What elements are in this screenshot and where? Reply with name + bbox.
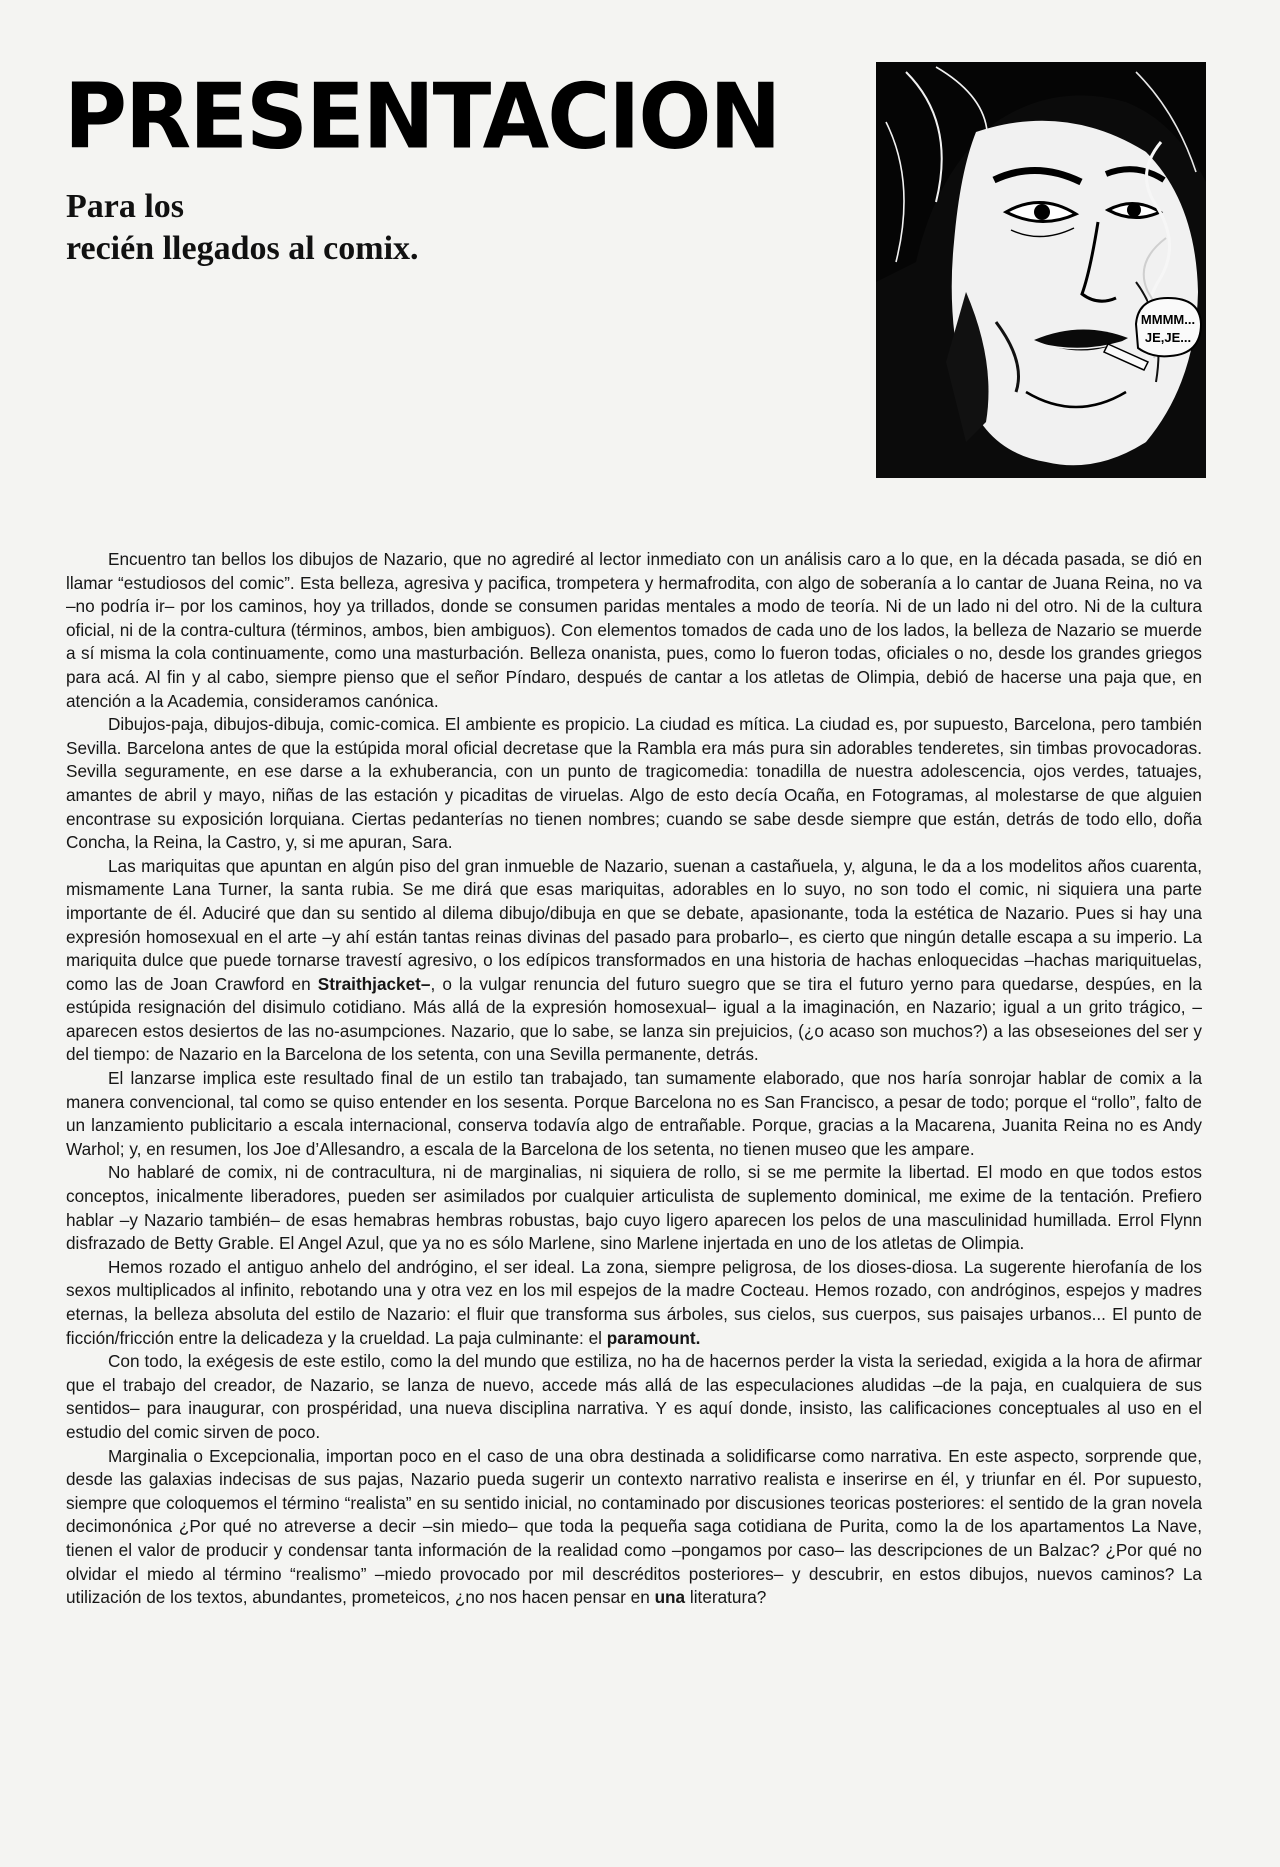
speech-bubble-line-1: MMMM... — [1140, 312, 1196, 327]
emphasis-una: una — [654, 1587, 686, 1608]
subtitle-line-2: recién llegados al comix. — [66, 230, 419, 267]
speech-bubble-line-2: JE,JE... — [1144, 330, 1192, 345]
paragraph: Marginalia o Excepcionalia, importan poco en el caso de una obra destinada a solidificarse como narrativa. En este aspecto, sorprende que, desde las galaxias indecisas de sus pajas, Nazario pueda sugerir un contexto narrativo realista e inserirse en él, y triunfar en él. Por supuesto, siempre que coloquemos el término “realista” en su sentido inicial, no contaminado por discusiones teoricas posteriores: el sentido de la gran novela decimonónica ¿Por qué no atreverse a decir –sin miedo– que toda la pequeña saga cotidiana de Purita, como la de los apartamentos La Nave, tienen el valor de producir y condensar tanta información de la realidad como –pongamos por caso– las descripciones de un Balzac? ¿Por qué no olvidar el miedo al término “realismo” –miedo provocado por mil descréditos posteriores– y descubrir, en estos dibujos, nuevos caminos? La utilización de los textos, abundantes, prometeicos, ¿no nos hacen pensar en una literatura? — [66, 1445, 1202, 1608]
page-subtitle — [66, 186, 419, 270]
term-paramount: paramount. — [606, 1327, 701, 1348]
paragraph: Dibujos-paja, dibujos-dibuja, comic-comica. El ambiente es propicio. La ciudad es mítica. La ciudad es, por supuesto, Barcelona, pero también Sevilla. Barcelona antes de que la estúpida moral oficial decretase que la Rambla era más pura sin adorables tenderetes, sin timbas provocadoras. Sevilla seguramente, en ese darse a la exhuberancia, con un punto de tragicomedia: tonadilla de nuestra adolescencia, ojos verdes, tatuajes, amantes de abril y mayo, niñas de las estación y picaditas de viruelas. Algo de esto decía Ocaña, en Fotogramas, al molestarse de que alguien encontrase su exposición lorquiana. Ciertas pedanterías no tienen nombres; cuando se sabe desde siempre que están, detrás de todo ello, doña Concha, la Reina, la Castro, y, si me apuran, Sara. — [66, 714, 1202, 853]
subtitle-line-1: Para los — [66, 188, 185, 225]
comic-illustration-smoking-face — [876, 62, 1206, 478]
paragraph: Encuentro tan bellos los dibujos de Nazario, que no agrediré al lector inmediato con un análisis caro a lo que, en la década pasada, se dió en llamar “estudiosos del comic”. Esta belleza, agresiva y pacifica, trompetera y hermafrodita, con algo de soberanía a lo cantar de Juana Reina, no va –no podría ir– por los caminos, hoy ya trillados, donde se consumen paridas mentales a modo de teoría. Ni de un lado ni del otro. Ni de la cultura oficial, ni de la contra-cultura (términos, ambos, bien ambiguos). Con elementos tomados de cada uno de los lados, la belleza de Nazario se muerde a sí misma la cola continuamente, como una masturbación. Belleza onanista, pues, como lo fueron todas, oficiales o no, desde los grandes griegos para acá. Al fin y al cabo, siempre pienso que el señor Píndaro, después de cantar a los atletas de Olimpia, debió de hacerse una paja que, en atención a la Academia, consideramos canónica. — [66, 549, 1202, 711]
paragraph: El lanzarse implica este resultado final de un estilo tan trabajado, tan sumamente elaborado, que nos haría sonrojar hablar de comix a la manera convencional, tal como se quiso entender en los sesenta. Porque Barcelona no es San Francisco, a pesar de todo; porque el “rollo”, falto de un lanzamiento publicitario a escala internacional, conserva todavía algo de entrañable. Porque, gracias a la Macarena, Juanita Reina no es Andy Warhol; y, en resumen, los Joe d’Allesandro, a escala de la Barcelona de los setenta, no tienen museo que les ampare. — [66, 1068, 1202, 1159]
paragraph: No hablaré de comix, ni de contracultura, ni de marginalias, ni siquiera de rollo, si se me permite la libertad. El modo en que todos estos conceptos, inicalmente liberadores, pueden ser asimilados por cualquier articulista de suplemento dominical, me exime de la tentación. Prefiero hablar –y Nazario también– de esas hemabras hembras robustas, bajo cuyo ligero aparecen los pelos de una masculinidad humillada. Errol Flynn disfrazado de Betty Grable. El Angel Azul, que ya no es sólo Marlene, sino Marlene injertada en uno de los atletas de Olimpia. — [66, 1162, 1202, 1254]
title-straithjacket: Straithjacket– — [317, 973, 431, 994]
page-title: PRESENTACION — [64, 64, 780, 170]
paragraph: Las mariquitas que apuntan en algún piso del gran inmueble de Nazario, suenan a castañuela, y, alguna, le da a los modelitos años cuarenta, mismamente Lana Turner, la santa rubia. Se me dirá que esas mariquitas, adorables en lo suyo, no son todo el comic, ni siquiera una parte importante de él. Aduciré que dan su sentido al dilema dibujo/dibuja en que se debate, apasionante, toda la estética de Nazario. Pues si hay una expresión homosexual en el arte –y ahí están tantas reinas divinas del pasado para probarlo–, es cierto que ningún detalle escapa a su imperio. La mariquita dulce que puede tornarse travestí agresivo, o los edípicos transformados en una historia de hachas enloquecidas –hachas mariquituelas, como las de Joan Crawford en Straithjacket–, o la vulgar renuncia del futuro suegro que se tira el futuro yerno para quedarse, despúes, en la estúpida resignación del disimulo cotidiano. Más allá de la expresión homosexual– igual a la imaginación, en Nazario; igual a un grito trágico, –aparecen estos desiertos de las no-asumpciones. Nazario, que lo sabe, se lanza sin prejuicios, (¿o acaso son muchos?) a las obseseiones del ser y del tiempo: de Nazario en la Barcelona de los setenta, con una Sevilla permanente, detrás. — [66, 855, 1202, 1065]
article-body — [66, 548, 1202, 1610]
paragraph: Hemos rozado el antiguo anhelo del andrógino, el ser ideal. La zona, siempre peligrosa, de los dioses-diosa. La sugerente hierofanía de los sexos multiplicados al infinito, rebotando una y otra vez en los mil espejos de la madre Cocteau. Hemos rozado, con andróginos, espejos y madres eternas, la belleza absoluta del estilo de Nazario: el fluir que transforma sus árboles, sus cielos, sus cuerpos, sus paisajes urbanos... El punto de ficción/fricción entre la delicadeza y la crueldad. La paja culminante: el paramount. — [66, 1256, 1202, 1348]
paragraph: Con todo, la exégesis de este estilo, como la del mundo que estiliza, no ha de hacernos perder la vista la seriedad, exigida a la hora de afirmar que el trabajo del creador, de Nazario, se lanza de nuevo, accede más allá de las especulaciones aludidas –de la paja, en cualquiera de sus sentidos– para inaugurar, con prospéridad, una nueva disciplina narrativa. Y es aquí donde, insisto, las calificaciones conceptuales al uso en el estudio del comic sirven de poco. — [66, 1351, 1202, 1442]
